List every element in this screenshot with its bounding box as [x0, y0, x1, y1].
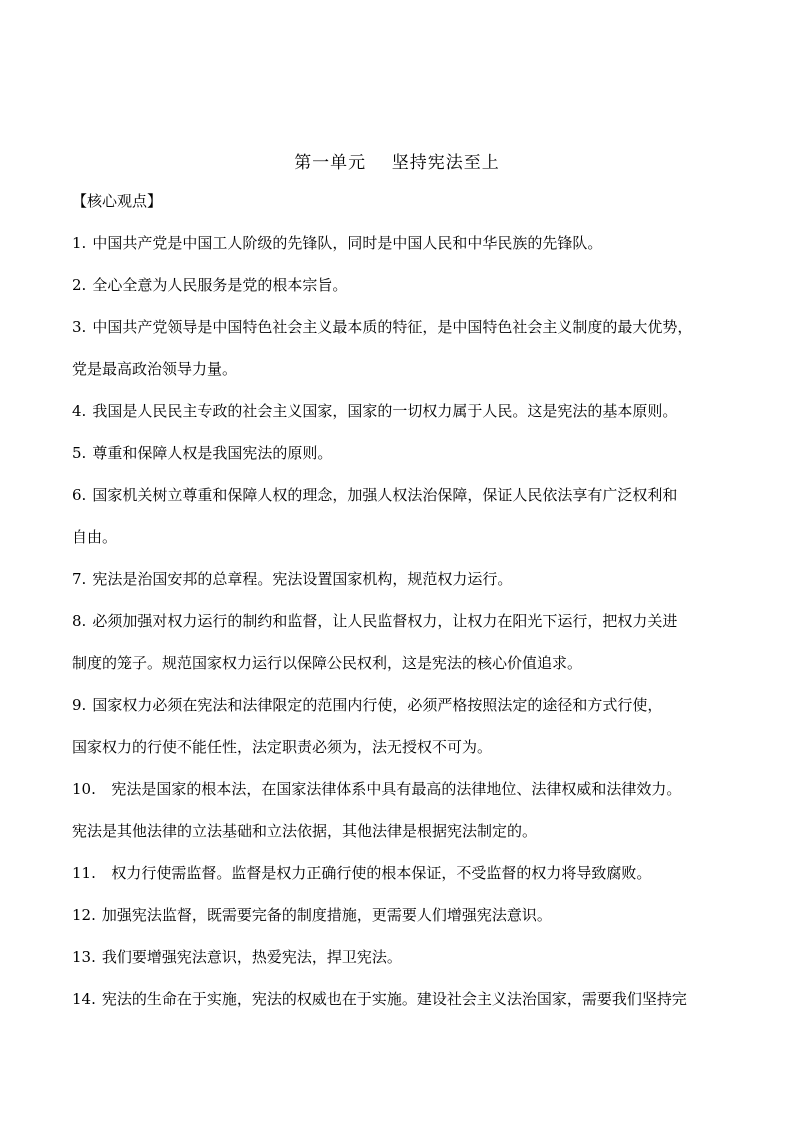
list-item — [72, 222, 742, 264]
item-number: 9. — [72, 696, 87, 714]
list-item — [72, 432, 742, 474]
page-title: 第一单元 坚持宪法至上 — [294, 153, 500, 173]
item-number: 11. — [72, 864, 96, 882]
list-item-line — [72, 474, 742, 516]
item-text: 国家权力必须在宪法和法律限定的范围内行使，必须严格按照法定的途径和方式行使， — [92, 696, 663, 714]
item-number: 10. — [72, 780, 96, 798]
item-text: 权力行使需监督。监督是权力正确行使的根本保证，不受监督的权力将导致腐败。 — [101, 864, 652, 882]
item-number: 13. — [72, 948, 96, 966]
list-item-line — [72, 306, 742, 348]
list-item-line: 自由。 — [72, 528, 118, 546]
list-item-line — [72, 432, 742, 474]
item-number: 5. — [72, 444, 87, 462]
list-item — [72, 894, 742, 936]
list-item — [72, 390, 742, 432]
item-text: 全心全意为人民服务是党的根本宗旨。 — [92, 276, 348, 294]
list-item-line — [72, 894, 742, 936]
item-text: 国家机关树立尊重和保障人权的理念，加强人权法治保障，保证人民依法享有广泛权利和 — [92, 486, 678, 504]
item-number: 12. — [72, 906, 96, 924]
list-item — [72, 306, 742, 390]
section-heading: 【核心观点】 — [72, 192, 163, 210]
list-item — [72, 474, 742, 558]
item-text: 中国共产党领导是中国特色社会主义最本质的特征，是中国特色社会主义制度的最大优势， — [92, 318, 693, 336]
list-item — [72, 768, 742, 852]
item-number: 14. — [72, 990, 96, 1008]
item-number: 6. — [72, 486, 87, 504]
list-item — [72, 600, 742, 684]
list-item-line — [72, 936, 742, 978]
list-item-line — [72, 600, 742, 642]
item-text: 宪法是国家的根本法，在国家法律体系中具有最高的法律地位、法律权威和法律效力。 — [101, 780, 682, 798]
list-item-line: 制度的笼子。规范国家权力运行以保障公民权利，这是宪法的核心价值追求。 — [72, 654, 583, 672]
item-text: 加强宪法监督，既需要完备的制度措施，更需要人们增强宪法意识。 — [101, 906, 552, 924]
list-item-line — [72, 684, 742, 726]
item-number: 2. — [72, 276, 87, 294]
list-item-line — [72, 558, 742, 600]
list-item-line — [72, 768, 742, 810]
list-item-line — [72, 852, 742, 894]
item-text: 中国共产党是中国工人阶级的先锋队，同时是中国人民和中华民族的先锋队。 — [92, 234, 603, 252]
item-text: 我们要增强宪法意识，热爱宪法，捍卫宪法。 — [101, 948, 402, 966]
item-text: 尊重和保障人权是我国宪法的原则。 — [92, 444, 333, 462]
list-item — [72, 684, 742, 768]
item-text: 必须加强对权力运行的制约和监督，让人民监督权力，让权力在阳光下运行，把权力关进 — [92, 612, 678, 630]
list-item-line: 宪法是其他法律的立法基础和立法依据，其他法律是根据宪法制定的。 — [72, 822, 538, 840]
item-number: 7. — [72, 570, 87, 588]
list-item-line — [72, 264, 742, 306]
item-number: 1. — [72, 234, 87, 252]
list-item — [72, 852, 742, 894]
item-number: 4. — [72, 402, 87, 420]
list-item — [72, 978, 742, 1020]
item-number: 3. — [72, 318, 87, 336]
list-item-line — [72, 390, 742, 432]
list-item-line — [72, 222, 742, 264]
list-item — [72, 936, 742, 978]
list-item-line: 党是最高政治领导力量。 — [72, 360, 238, 378]
list-item-line: 国家权力的行使不能任性，法定职责必须为，法无授权不可为。 — [72, 738, 493, 756]
list-item-line — [72, 978, 742, 1020]
item-text: 我国是人民民主专政的社会主义国家，国家的一切权力属于人民。这是宪法的基本原则。 — [92, 402, 678, 420]
item-text: 宪法是治国安邦的总章程。宪法设置国家机构，规范权力运行。 — [92, 570, 513, 588]
item-number: 8. — [72, 612, 87, 630]
list-item — [72, 264, 742, 306]
list-item — [72, 558, 742, 600]
item-text: 宪法的生命在于实施，宪法的权威也在于实施。建设社会主义法治国家，需要我们坚持完 — [101, 990, 687, 1008]
